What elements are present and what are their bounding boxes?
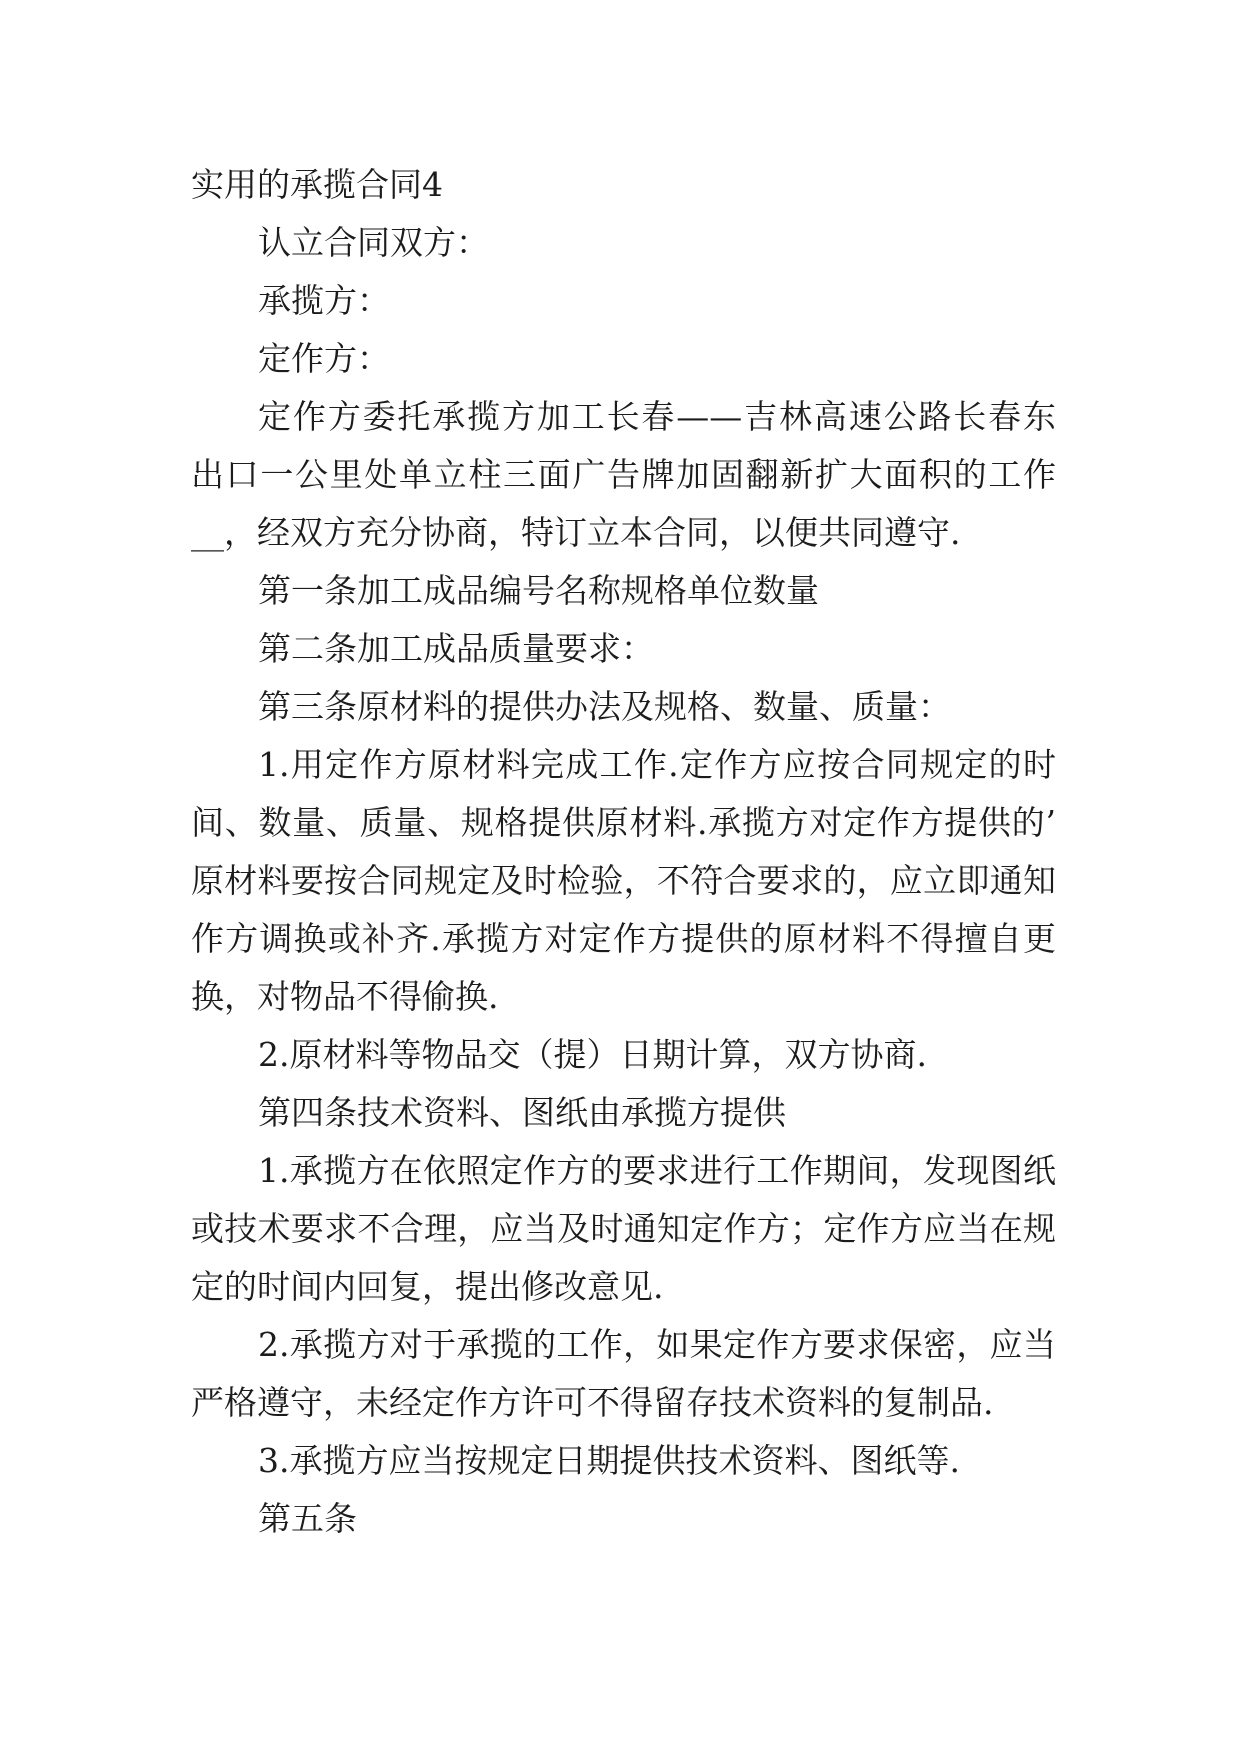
paragraph-contractor bbox=[191, 272, 1056, 330]
paragraph-line: 定的时间内回复，提出修改意见. bbox=[191, 1267, 664, 1306]
paragraph-line: 作方调换或补齐.承揽方对定作方提供的原材料不得擅自更 bbox=[191, 919, 1056, 958]
paragraph-line: 出口一公里处单立柱三面广告牌加固翻新扩大面积的工作 bbox=[191, 455, 1056, 494]
paragraph-article-3-item-2 bbox=[191, 1026, 1056, 1084]
paragraph-line: 第二条加工成品质量要求： bbox=[258, 629, 654, 668]
paragraph-line: __，经双方充分协商，特订立本合同，以便共同遵守. bbox=[191, 513, 961, 552]
paragraph-line: 第四条技术资料、图纸由承揽方提供 bbox=[258, 1093, 786, 1132]
paragraph-article-3-item-1 bbox=[191, 736, 1056, 1026]
paragraph-article-2 bbox=[191, 620, 1056, 678]
paragraph-article-4 bbox=[191, 1084, 1056, 1142]
paragraph-line: 1.承揽方在依照定作方的要求进行工作期间，发现图纸 bbox=[258, 1151, 1056, 1190]
paragraph-line: 原材料要按合同规定及时检验，不符合要求的，应立即通知 bbox=[191, 861, 1056, 900]
paragraph-line: 或技术要求不合理，应当及时通知定作方；定作方应当在规 bbox=[191, 1209, 1056, 1248]
paragraph-article-5 bbox=[191, 1490, 1056, 1548]
paragraph-line: 严格遵守，未经定作方许可不得留存技术资料的复制品. bbox=[191, 1383, 994, 1422]
paragraph-line: 第一条加工成品编号名称规格单位数量 bbox=[258, 571, 819, 610]
paragraph-line: 间、数量、质量、规格提供原材料.承揽方对定作方提供的’ bbox=[191, 803, 1056, 842]
paragraph-parties-heading bbox=[191, 214, 1056, 272]
paragraph-article-3 bbox=[191, 678, 1056, 736]
paragraph-line: 3.承揽方应当按规定日期提供技术资料、图纸等. bbox=[258, 1441, 960, 1480]
paragraph-article-1 bbox=[191, 562, 1056, 620]
paragraph-line: 定作方： bbox=[258, 339, 390, 378]
document-title: 实用的承揽合同4 bbox=[191, 165, 443, 204]
paragraph-line: 承揽方： bbox=[258, 281, 390, 320]
paragraph-line: 1.用定作方原材料完成工作.定作方应按合同规定的时 bbox=[258, 745, 1056, 784]
paragraph-preamble bbox=[191, 388, 1056, 562]
paragraph-article-4-item-3 bbox=[191, 1432, 1056, 1490]
paragraph-line: 2.承揽方对于承揽的工作，如果定作方要求保密，应当 bbox=[258, 1325, 1056, 1364]
paragraph-article-4-item-2 bbox=[191, 1316, 1056, 1432]
paragraph-line: 第五条 bbox=[258, 1499, 357, 1538]
paragraph-article-4-item-1 bbox=[191, 1142, 1056, 1316]
paragraph-line: 认立合同双方： bbox=[258, 223, 489, 262]
paragraph-line: 2.原材料等物品交（提）日期计算，双方协商. bbox=[258, 1035, 927, 1074]
paragraph-line: 定作方委托承揽方加工长春——吉林高速公路长春东 bbox=[258, 397, 1056, 436]
paragraph-line: 第三条原材料的提供办法及规格、数量、质量： bbox=[258, 687, 951, 726]
document-body bbox=[191, 156, 1056, 1548]
paragraph-line: 换，对物品不得偷换. bbox=[191, 977, 499, 1016]
paragraph-client bbox=[191, 330, 1056, 388]
